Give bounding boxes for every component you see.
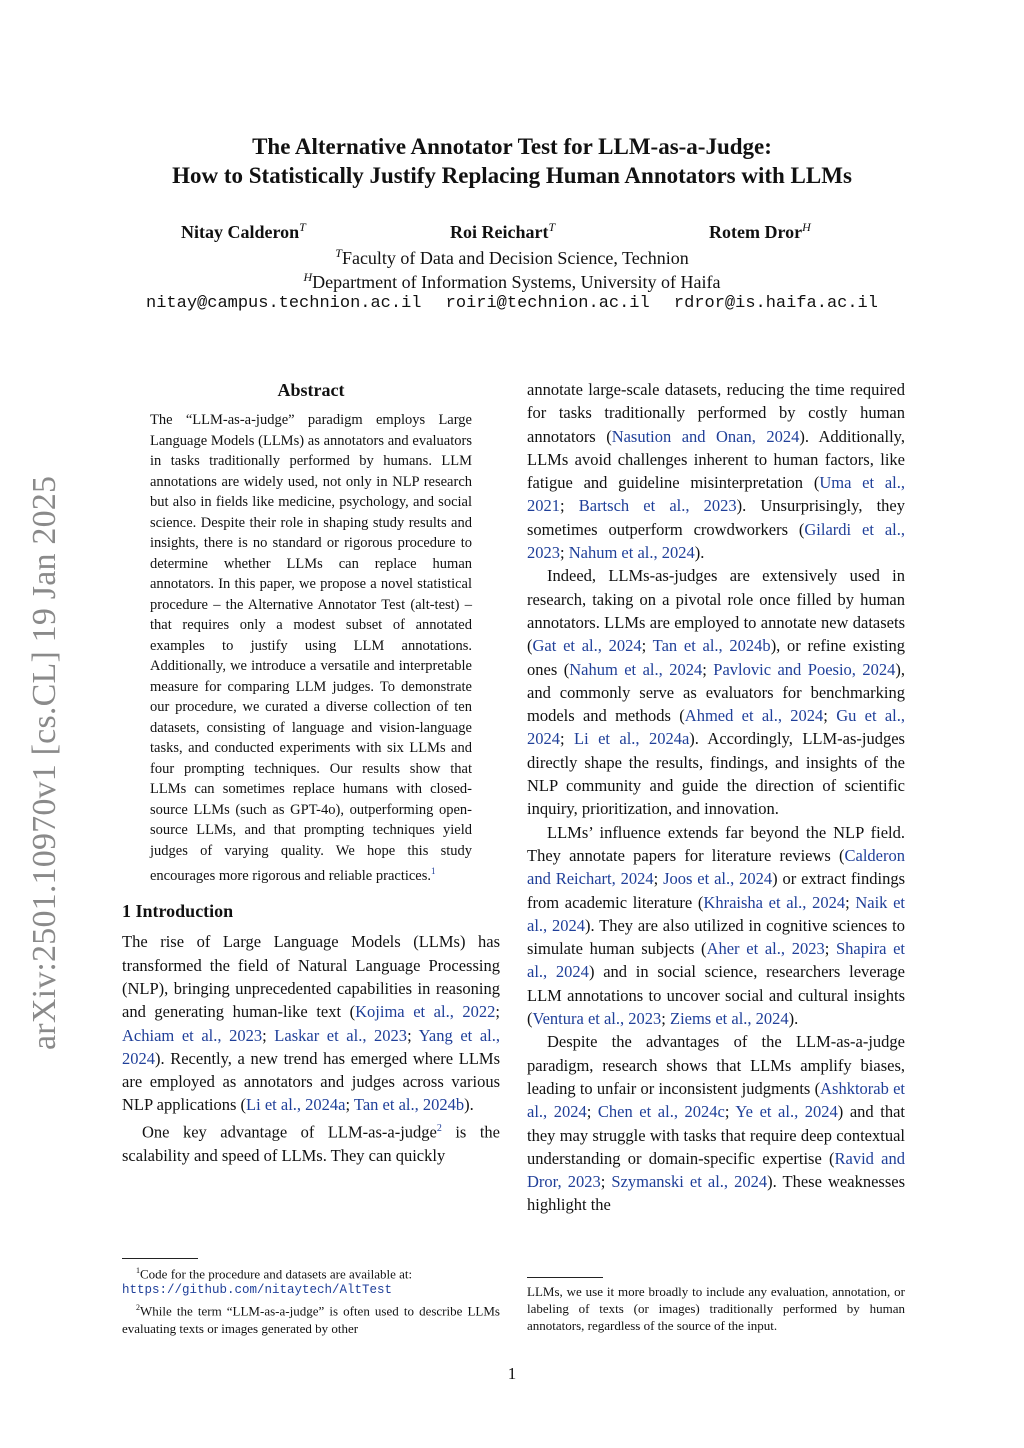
body-text: ;	[586, 1102, 598, 1122]
right-paragraph-2	[527, 564, 905, 820]
left-column	[122, 378, 500, 1167]
body-text: ), and commonly serve as evaluators for benchmarking models and methods (	[527, 659, 905, 726]
body-text: ;	[345, 1095, 354, 1115]
footnote-rule-left	[122, 1258, 198, 1259]
citation-link[interactable]: Gilardi et al., 2023	[527, 519, 905, 563]
citation-link[interactable]: Ziems et al., 2024	[669, 1009, 789, 1029]
right-paragraph-4	[527, 1030, 905, 1216]
body-text: ;	[824, 939, 836, 959]
citation-link[interactable]: Ventura et al., 2023	[532, 1009, 662, 1029]
footnote-1: $^1$Code for the procedure and datasets are available at:	[136, 1266, 413, 1282]
citation-link[interactable]: Yang et al., 2024	[122, 1025, 500, 1068]
body-text: ) or extract findings from academic literature (	[527, 869, 905, 912]
body-text: ;	[702, 659, 714, 679]
citation-link[interactable]: Ashktorab et al., 2024	[527, 1078, 906, 1122]
body-text: ;	[407, 1025, 419, 1045]
citation-link[interactable]: Uma et al., 2021	[527, 473, 906, 516]
citation-link[interactable]: Pavlovic and Poesio, 2024	[713, 659, 896, 679]
body-text: ). Unsurprisingly, they sometimes outperform crowdworkers (	[527, 496, 905, 539]
body-text: ).	[788, 1009, 799, 1029]
body-text: ;	[560, 543, 569, 563]
affiliation-technion: $^T$Faculty of Data and Decision Science, Technion	[335, 246, 689, 268]
citation-link[interactable]: Li et al., 2024a	[246, 1095, 346, 1115]
body-text: ;	[600, 1172, 612, 1192]
citation-link[interactable]: Achiam et al., 2023	[122, 1025, 263, 1045]
author-3: Rotem Dror$^H$	[709, 220, 811, 242]
footnote-ref[interactable]: 2	[436, 1122, 442, 1134]
citation-link[interactable]: Szymanski et al., 2024	[611, 1172, 768, 1192]
citation-link[interactable]: Aher et al., 2023	[706, 939, 825, 959]
citation-link[interactable]: Chen et al., 2024c	[597, 1102, 725, 1122]
citation-link[interactable]: Ahmed et al., 2024	[684, 706, 824, 726]
body-text: ;	[262, 1025, 275, 1045]
body-text: ). Additionally, LLMs avoid challenges inherent to human factors, like fatigue and guideline misinterpretation (	[527, 426, 905, 493]
citation-link[interactable]: Kojima et al., 2022	[355, 1002, 496, 1022]
body-text: ;	[823, 706, 837, 726]
body-text: ). Accordingly, LLM-as-judges directly shape the results, findings, and insights of the NLP community and guide the direction of scientific inquiry, prioritization, and innovation.	[527, 729, 905, 819]
citation-link[interactable]: Khraisha et al., 2024	[703, 892, 846, 912]
abstract-heading: Abstract	[277, 380, 345, 400]
citation-link[interactable]: Nasution and Onan, 2024	[611, 426, 800, 446]
body-text: ;	[560, 496, 579, 516]
citation-link[interactable]: Joos et al., 2024	[663, 869, 773, 889]
body-text: Despite the advantages of the LLM-as-a-judge paradigm, research shows that LLMs amplify biases, leading to unfair or inconsistent judgments (	[527, 1032, 905, 1098]
body-text: ) and that they may struggle with tasks that require deep contextual understanding or domain-specific expertise (	[527, 1102, 905, 1168]
citation-link[interactable]: Bartsch et al., 2023	[578, 496, 737, 516]
title-line-1: The Alternative Annotator Test for LLM-as-a-Judge:	[252, 134, 772, 159]
intro-paragraph-2	[122, 1117, 500, 1167]
body-text: The rise of Large Language Models (LLMs) has transformed the field of Natural Language Processing (NLP), bringing unprecedented capabilities in reasoning and generating human-like text (	[122, 932, 500, 1022]
body-text: ). These weaknesses highlight the	[527, 1172, 905, 1215]
body-text: ;	[495, 1002, 500, 1022]
body-text: ;	[845, 892, 856, 912]
citation-link[interactable]: Li et al., 2024a	[574, 729, 690, 749]
author-emails: nitay@campus.technion.ac.il roiri@technion.ac.il rdror@is.haifa.ac.il	[146, 294, 878, 313]
citation-link[interactable]: Gu et al., 2024	[527, 706, 906, 749]
footnote-1-link[interactable]: https://github.com/nitaytech/AltTest	[122, 1283, 393, 1298]
footnotes-left	[122, 1262, 500, 1337]
affiliation-haifa: $^H$Department of Information Systems, University of Haifa	[303, 270, 721, 292]
author-2: Roi Reichart$^T$	[450, 220, 556, 242]
body-text: ).	[694, 543, 705, 563]
body-text: ;	[653, 869, 664, 889]
abstract-body: The “LLM-as-a-judge” paradigm employs Large Language Models (LLMs) as annotators and evaluators in tasks traditionally performed by humans. LLM annotations are widely used, not only in NLP research but also in fields like medicine, psychology, and social science. Despite their role in shaping study results and insights, there is no standard or rigorous procedure to determine whether LLMs can replace human annotators. In this paper, we propose a novel statistical procedure – the Alternative Annotator Test (alt-test) – that requires only a modest subset of annotated examples to justify using LLM annotations. Additionally, we introduce a versatile and interpretable measure for comparing LLM judges. To demonstrate our procedure, we curated a diverse collection of ten datasets, consisting of language and vision-language tasks, and conducted experiments with six LLMs and four prompting techniques. Our results show that LLMs can sometimes replace humans with closed-source LLMs (such as GPT-4o), outperforming open-source LLMs, and that prompting techniques yield judges of varying quality. We hope this study encourages more rigorous and reliable practices.$^1$	[150, 412, 472, 884]
footnote-2: $^2$While the term “LLM-as-a-judge” is often used to describe LLMs evaluating texts or images generated by other	[122, 1303, 500, 1336]
right-column	[527, 378, 905, 1217]
title-line-2: How to Statistically Justify Replacing Human Annotators with LLMs	[172, 163, 852, 188]
body-text: ) and in social science, researchers leverage LLM annotations to uncover social and cultural insights (	[527, 962, 905, 1029]
citation-link[interactable]: Tan et al., 2024b	[353, 1095, 465, 1115]
citation-link[interactable]: Ravid and Dror, 2023	[527, 1148, 905, 1192]
body-text: ;	[724, 1102, 736, 1122]
citation-link[interactable]: Nahum et al., 2024	[568, 543, 695, 563]
body-text: LLMs’ influence extends far beyond the NLP field. They annotate papers for literature reviews (	[527, 822, 905, 865]
citation-link[interactable]: Gat et al., 2024	[532, 636, 642, 656]
body-text: ;	[641, 636, 653, 656]
body-text: is the scalability and speed of LLMs. They can quickly	[122, 1122, 500, 1165]
body-text: ). They are also utilized in cognitive sciences to simulate human subjects (	[527, 915, 905, 959]
author-1: Nitay Calderon$^T$	[181, 220, 306, 242]
citation-link[interactable]: Laskar et al., 2023	[274, 1025, 408, 1045]
citation-link[interactable]: Naik et al., 2024	[527, 892, 905, 935]
footnote-2-continued: LLMs, we use it more broadly to include any evaluation, annotation, or labeling of texts (or images) traditionally performed by human annotators, regardless of the source of the input.	[527, 1284, 905, 1333]
body-text: annotate large-scale datasets, reducing the time required for tasks traditionally performed by costly human annotators (	[527, 380, 905, 446]
body-text: Indeed, LLMs-as-judges are extensively used in research, taking on a pivotal role once filled by human annotators. LLMs are employed to annotate new datasets (	[527, 566, 905, 656]
intro-paragraph-1	[122, 930, 500, 1116]
citation-link[interactable]: Nahum et al., 2024	[569, 659, 703, 679]
author-list	[150, 220, 874, 248]
body-text: ).	[464, 1095, 474, 1115]
footnote-rule-right	[527, 1277, 603, 1278]
body-text: ;	[560, 729, 574, 749]
body-text: One key advantage of LLM-as-a-judge	[142, 1122, 437, 1142]
right-paragraph-3	[527, 821, 905, 1031]
right-paragraph-1	[527, 378, 905, 564]
citation-link[interactable]: Calderon and Reichart, 2024	[527, 845, 905, 889]
citation-link[interactable]: Ye et al., 2024	[735, 1102, 838, 1122]
body-text: ;	[661, 1009, 670, 1029]
page-number: 1	[507, 1364, 517, 1383]
body-text: ), or refine existing ones (	[527, 636, 905, 679]
citation-link[interactable]: Tan et al., 2024b	[652, 636, 771, 656]
citation-link[interactable]: Shapira et al., 2024	[527, 939, 905, 982]
footnote-ref-1[interactable]: 1	[431, 866, 436, 876]
paper-title	[100, 132, 924, 190]
section-heading-introduction: 1 Introduction	[122, 901, 234, 922]
arxiv-stamp: arXiv:2501.10970v1 [cs.CL] 19 Jan 2025	[26, 475, 63, 1050]
body-text: ). Recently, a new trend has emerged where LLMs are employed as annotators and judges across various NLP applications (	[122, 1048, 500, 1115]
